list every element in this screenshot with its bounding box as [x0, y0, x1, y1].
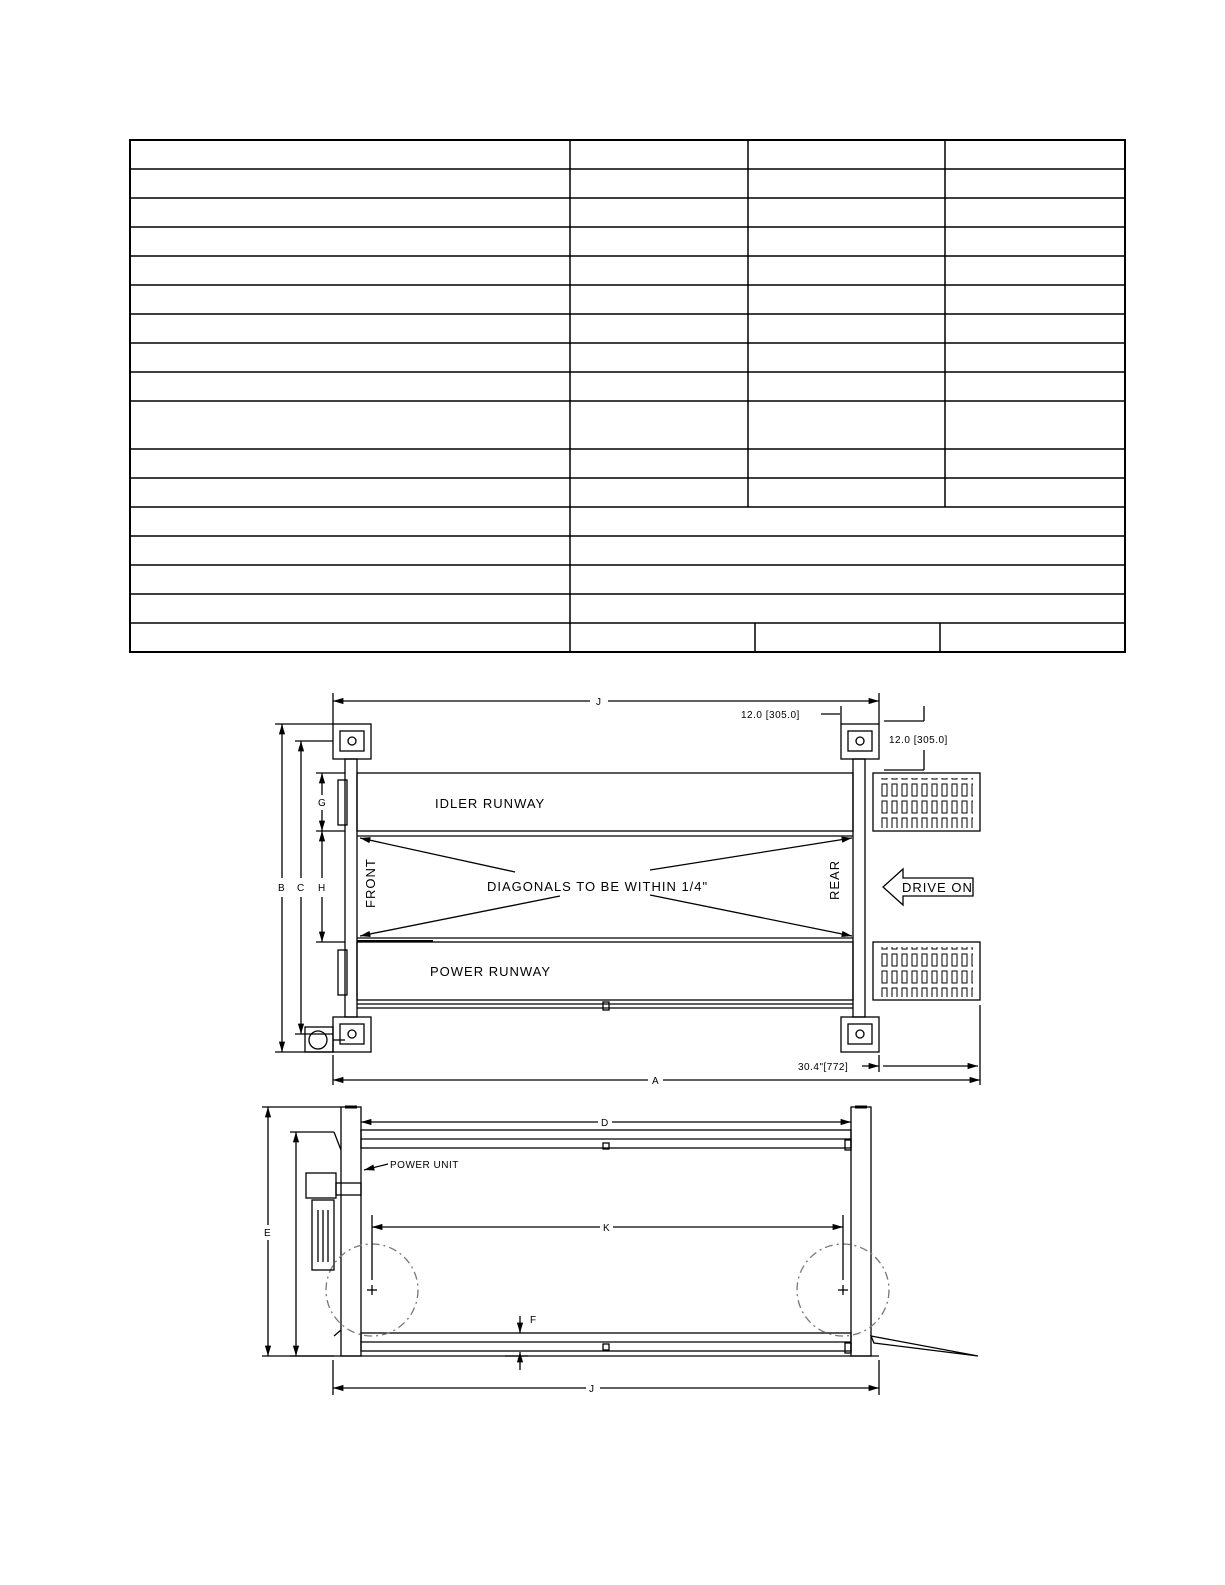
post-rear-idler: [841, 724, 879, 759]
post-offset-h-label: 12.0 [305.0]: [741, 710, 800, 721]
diagonals-note: DIAGONALS TO BE WITHIN 1/4": [487, 879, 709, 894]
wheel-centers: [367, 1285, 848, 1295]
dimension-post-offset-h: [821, 706, 879, 724]
rear-cross-tube: [853, 759, 865, 1017]
post-rear-power: [841, 1017, 879, 1052]
dim-letter-b: B: [278, 883, 286, 894]
dimension-e: [262, 1107, 341, 1356]
dim-letter-e: E: [264, 1228, 272, 1239]
side-ramp: [871, 1336, 978, 1356]
dim-letter-k: K: [603, 1223, 611, 1234]
rear-label: REAR: [827, 859, 842, 900]
dim-letter-h: H: [318, 883, 326, 894]
dim-letter-j-bottom: J: [589, 1384, 595, 1395]
dim-letter-g: G: [318, 798, 327, 809]
ramp-length-label: 30.4"[772]: [798, 1062, 849, 1073]
post-offset-v-label: 12.0 [305.0]: [889, 735, 948, 746]
dimension-j-bottom: [333, 1360, 879, 1395]
post-front-idler: [333, 724, 371, 759]
dim-letter-f: F: [530, 1315, 537, 1326]
side-post-front: [341, 1107, 361, 1356]
power-unit-motor-plan: [305, 1027, 345, 1052]
side-post-rear: [851, 1107, 871, 1356]
idler-runway: [357, 773, 853, 831]
power-runway-label: POWER RUNWAY: [430, 964, 552, 979]
wheel-outlines: [326, 1244, 889, 1336]
front-label: FRONT: [363, 858, 378, 908]
dimension-a: [333, 1005, 980, 1085]
side-view: [262, 1107, 978, 1395]
dimension-ramp-length: [862, 1055, 978, 1072]
dim-letter-a: A: [652, 1076, 660, 1087]
post-front-power: [333, 1017, 371, 1052]
dim-letter-d: D: [601, 1118, 609, 1129]
approach-ramp-idler: [873, 773, 980, 831]
idler-runway-label: IDLER RUNWAY: [435, 796, 546, 811]
dim-letter-j-top: J: [596, 697, 602, 708]
approach-ramp-power: [873, 942, 980, 1000]
power-unit-label: POWER UNIT: [390, 1160, 459, 1171]
power-unit-side: [306, 1164, 388, 1270]
drive-on-label: DRIVE ON: [902, 880, 973, 895]
dim-letter-c: C: [297, 883, 305, 894]
dimension-f: [505, 1316, 528, 1370]
